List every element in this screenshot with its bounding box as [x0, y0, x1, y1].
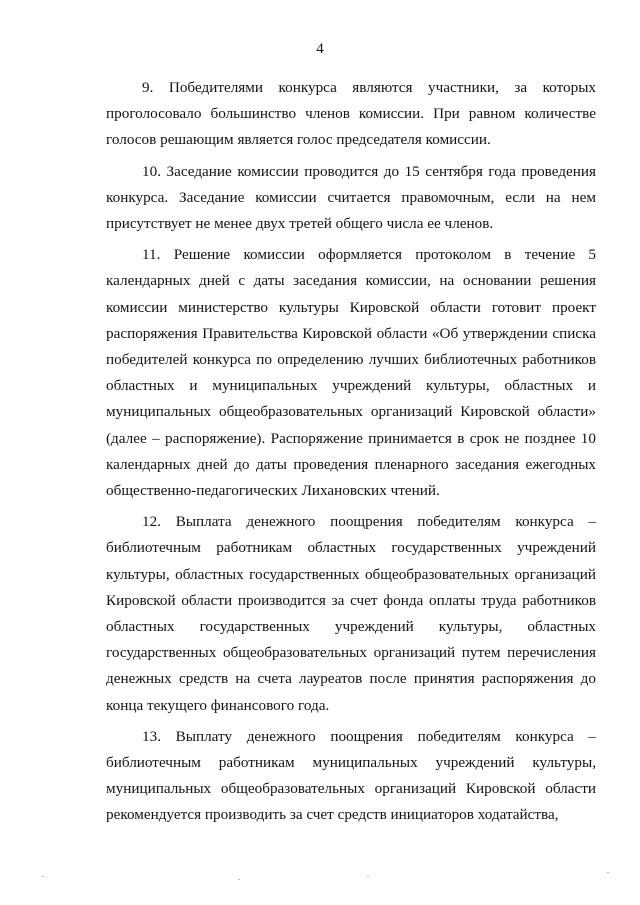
- scan-speck: [238, 879, 240, 880]
- scan-speck: [42, 876, 44, 877]
- paragraph-12: 12. Выплата денежного поощрения победителям конкурса – библиотечным работникам областных государственных учреждений культуры, областных государственных общеобразовательных организаций Кировской области производится за счет фонда оплаты труда работников областных государственных учреждений культуры, областных государственных общеобразовательных организаций путем перечисления денежных средств на счета лауреатов после принятия распоряжения до конца текущего финансового года.: [106, 513, 596, 714]
- scan-speck: [367, 876, 369, 877]
- paragraph-13: 13. Выплату денежного поощрения победителям конкурса – библиотечным работникам муниципальных учреждений культуры, муниципальных общеобразовательных организаций Кировской области рекомендуется производить за счет средств инициаторов ходатайства,: [106, 727, 596, 824]
- paragraph-11: 11. Решение комиссии оформляется протоколом в течение 5 календарных дней с даты заседания комиссии, на основании решения комиссии министерство культуры Кировской области готовит проект распоряжения Правительства Кировской области «Об утверждении списка победителей конкурса по определению лучших библиотечных работников областных и муниципальных учреждений культуры, областных и муниципальных общеобразовательных организаций Кировской области» (далее – распоряжение). Распоряжение принимается в срок не позднее 10 календарных дней до даты проведения пленарного заседания ежегодных общественно-педагогических Лихановских чтений.: [106, 246, 596, 500]
- document-body: [106, 75, 596, 829]
- page-number: 4: [316, 41, 324, 57]
- paragraph-9: 9. Победителями конкурса являются участники, за которых проголосовало большинство членов комиссии. При равном количестве голосов решающим является голос председателя комиссии.: [106, 79, 596, 149]
- paragraph-10: 10. Заседание комиссии проводится до 15 сентября года проведения конкурса. Заседание комиссии считается правомочным, если на нем присутствует не менее двух третей общего числа ее членов.: [106, 162, 596, 233]
- scan-speck: [607, 872, 609, 873]
